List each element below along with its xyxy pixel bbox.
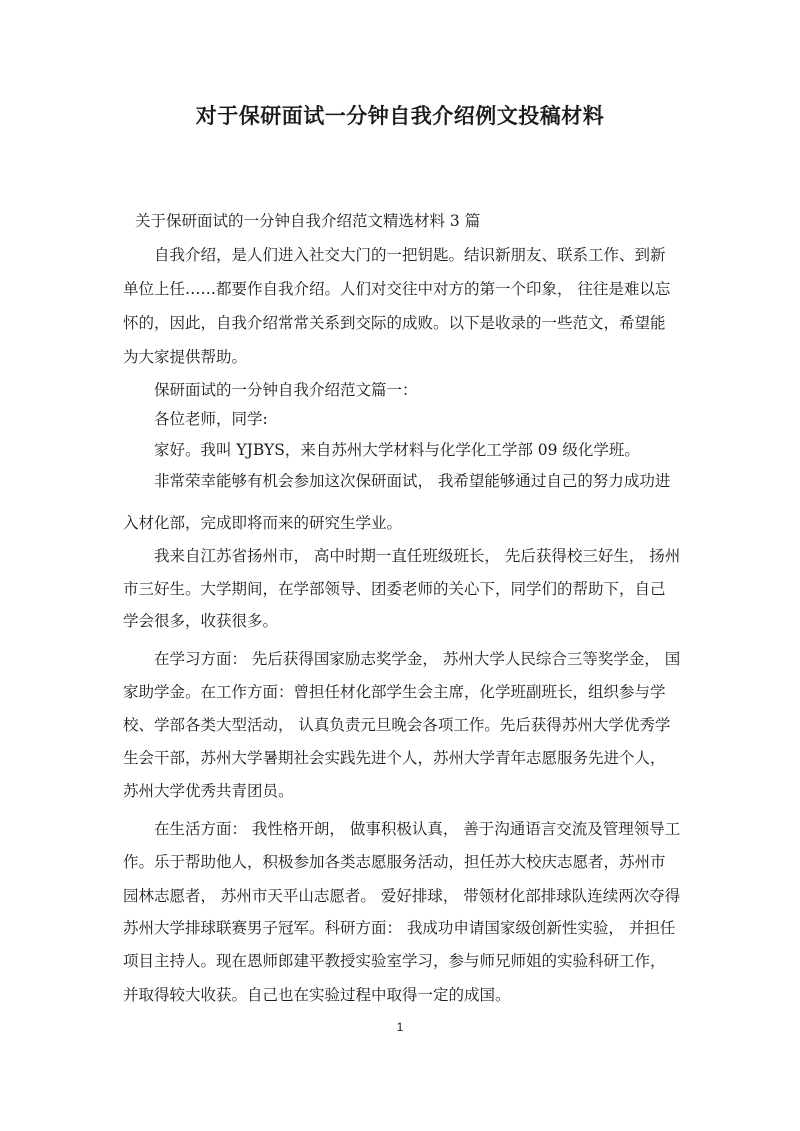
text-line: 作。乐于帮助他人，积极参加各类志愿服务活动，担任苏大校庆志愿者，苏州市 bbox=[123, 853, 666, 871]
text-line: 在学习方面： 先后获得国家励志奖学金， 苏州大学人民综合三等奖学金， 国 bbox=[154, 650, 681, 668]
text-line: 苏州大学排球联赛男子冠军。科研方面： 我成功申请国家级创新性实验， 并担任 bbox=[123, 919, 676, 937]
text-line: 自我介绍，是人们进入社交大门的一把钥匙。结识新朋友、联系工作、到新 bbox=[154, 246, 666, 264]
text-line: 单位上任……都要作自我介绍。人们对交往中对方的第一个印象， 往往是难以忘 bbox=[123, 280, 671, 298]
text-line: 园林志愿者， 苏州市天平山志愿者。 爱好排球， 带领材化部排球队连续两次夺得 bbox=[123, 887, 681, 905]
text-line: 各位老师，同学: bbox=[154, 410, 268, 428]
text-line: 校、学部各类大型活动， 认真负责元旦晚会各项工作。先后获得苏州大学优秀学 bbox=[123, 716, 671, 734]
text-line: 怀的，因此，自我介绍常常关系到交际的成败。以下是收录的一些范文，希望能 bbox=[123, 314, 666, 332]
text-line: 家助学金。在工作方面：曾担任材化部学生会主席，化学班副班长，组织参与学 bbox=[123, 683, 666, 701]
text-line: 市三好生。大学期间，在学部领导、团委老师的关心下，同学们的帮助下，自己 bbox=[123, 580, 666, 598]
text-line: 项目主持人。现在恩师郎建平教授实验室学习，参与师兄师姐的实验科研工作， bbox=[123, 952, 666, 970]
text-line: 家好。我叫 YJBYS，来自苏州大学材料与化学化工学部 09 级化学班。 bbox=[154, 441, 640, 459]
text-line: 关于保研面试的一分钟自我介绍范文精选材料 3 篇 bbox=[135, 212, 481, 230]
text-line: 苏州大学优秀共青团员。 bbox=[123, 782, 294, 800]
text-line: 学会很多，收获很多。 bbox=[123, 612, 279, 630]
text-line: 非常荣幸能够有机会参加这次保研面试， 我希望能够通过自己的努力成功进 bbox=[154, 472, 671, 490]
text-line: 我来自江苏省扬州市， 高中时期一直任班级班长， 先后获得校三好生， 扬州 bbox=[154, 547, 681, 565]
text-line: 在生活方面： 我性格开朗， 做事积极认真， 善于沟通语言交流及管理领导工 bbox=[154, 820, 681, 838]
text-line: 生会干部，苏州大学暑期社会实践先进个人，苏州大学青年志愿服务先进个人， bbox=[123, 749, 666, 767]
text-line: 并取得较大收获。自己也在实验过程中取得一定的成国。 bbox=[123, 986, 511, 1004]
text-line: 为大家提供帮助。 bbox=[123, 348, 248, 366]
document-title: 对于保研面试一分钟自我介绍例文投稿材料 bbox=[195, 104, 605, 128]
text-line: 入材化部，完成即将而来的研究生学业。 bbox=[123, 514, 403, 532]
text-line: 保研面试的一分钟自我介绍范文篇一： bbox=[154, 381, 418, 399]
page-number: 1 bbox=[396, 1020, 404, 1034]
